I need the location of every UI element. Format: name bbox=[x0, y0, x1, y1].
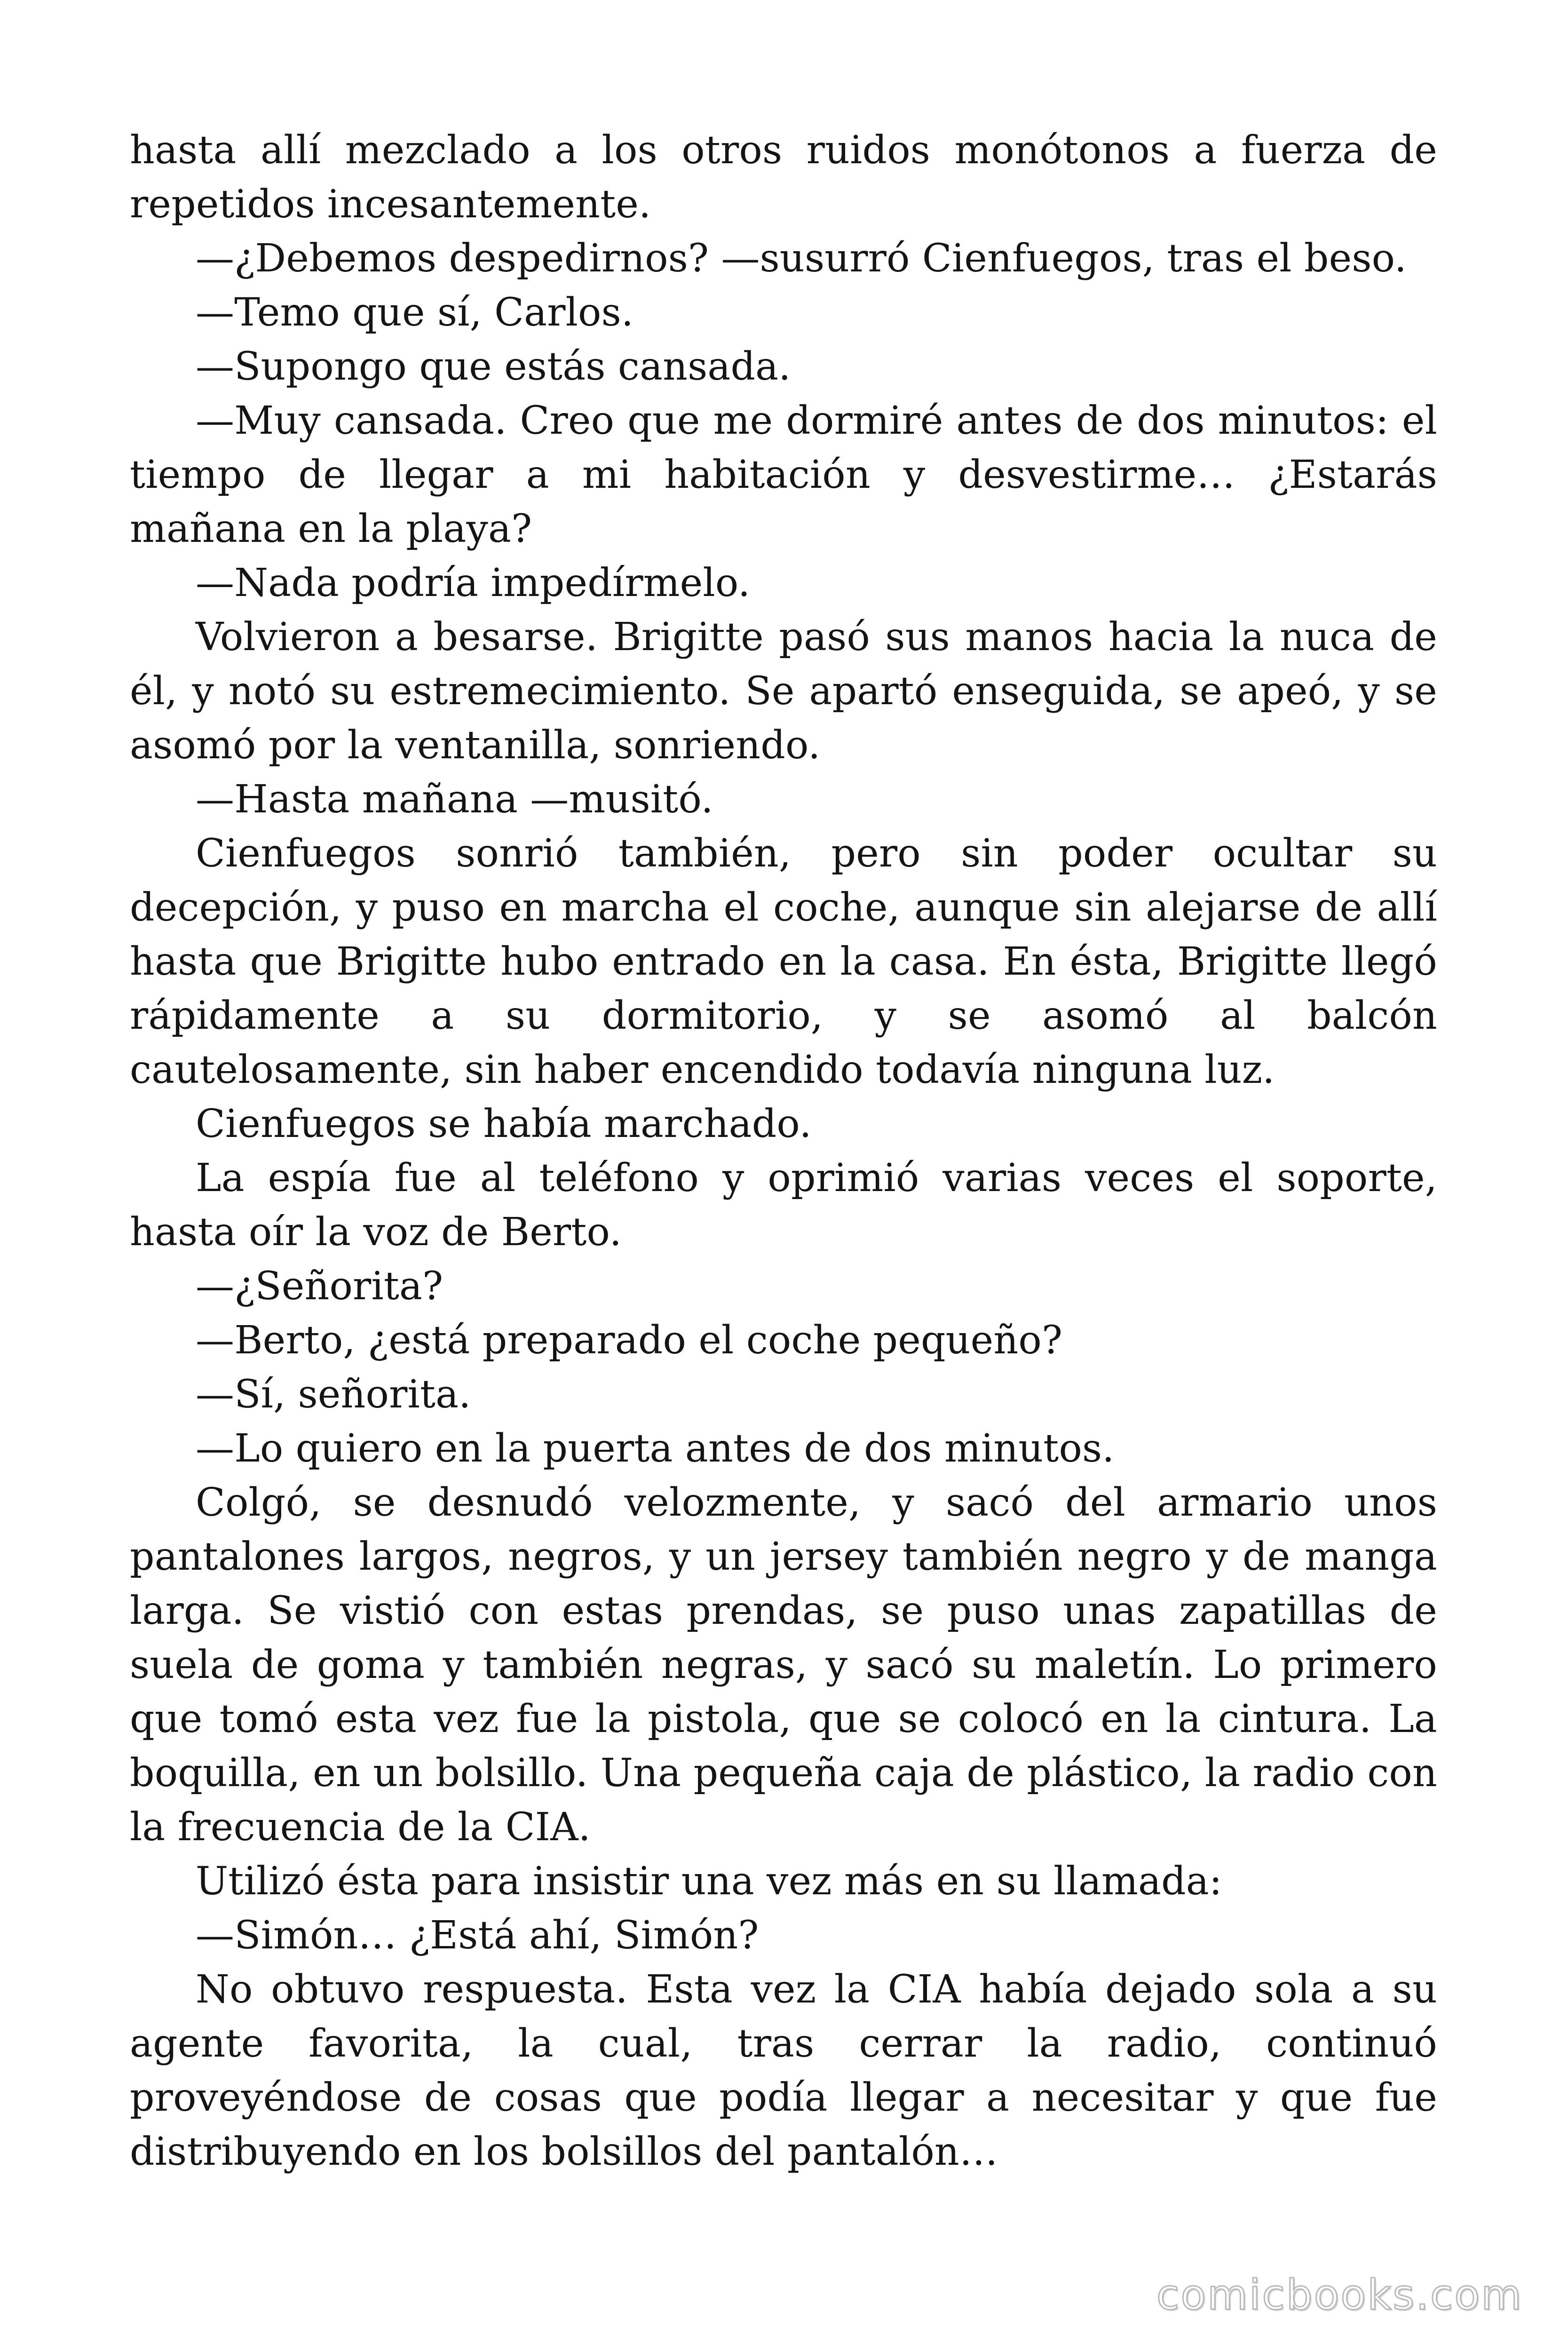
paragraph: Utilizó ésta para insistir una vez más en su llamada: bbox=[196, 1859, 1222, 1904]
paragraph: —Supongo que estás cansada. bbox=[196, 344, 791, 389]
paragraph: Cienfuegos sonrió también, pero sin poder ocultar su decepción, y puso en marcha el coche, aunque sin alejarse de allí hasta que Brigitte hubo entrado en la casa. En ésta, Brigitte llegó rápidamente a su dormitorio, y se asomó al balcón cautelosamente, sin haber encendido todavía ninguna luz. bbox=[130, 831, 1437, 1092]
paragraph: La espía fue al teléfono y oprimió varias veces el soporte, hasta oír la voz de Berto. bbox=[130, 1156, 1437, 1255]
paragraph: —¿Señorita? bbox=[196, 1264, 443, 1309]
paragraph: —Hasta mañana —musitó. bbox=[196, 777, 713, 822]
book-page-body bbox=[130, 123, 1437, 2179]
paragraph: —Nada podría impedírmelo. bbox=[196, 561, 751, 605]
paragraph: —Temo que sí, Carlos. bbox=[196, 290, 634, 335]
paragraph: —Simón… ¿Está ahí, Simón? bbox=[196, 1913, 759, 1958]
watermark-text: comicbooks.com bbox=[1156, 2271, 1523, 2319]
paragraph: No obtuvo respuesta. Esta vez la CIA había dejado sola a su agente favorita, la cual, tras cerrar la radio, continuó proveyéndose de cosas que podía llegar a necesitar y que fue distribuyendo en los bolsillos del pantalón… bbox=[130, 1967, 1437, 2174]
paragraph: —Lo quiero en la puerta antes de dos minutos. bbox=[196, 1426, 1115, 1471]
paragraph: hasta allí mezclado a los otros ruidos monótonos a fuerza de repetidos incesantemente. bbox=[130, 128, 1437, 227]
paragraph: Volvieron a besarse. Brigitte pasó sus manos hacia la nuca de él, y notó su estremecimiento. Se apartó enseguida, se apeó, y se asomó por la ventanilla, sonriendo. bbox=[130, 615, 1437, 768]
paragraph: —Sí, señorita. bbox=[196, 1372, 471, 1417]
paragraph: —¿Debemos despedirnos? —susurró Cienfuegos, tras el beso. bbox=[196, 236, 1407, 281]
paragraph: —Muy cansada. Creo que me dormiré antes de dos minutos: el tiempo de llegar a mi habitación y desvestirme… ¿Estarás mañana en la playa? bbox=[130, 398, 1437, 551]
paragraph: —Berto, ¿está preparado el coche pequeño? bbox=[196, 1318, 1063, 1363]
paragraph: Cienfuegos se había marchado. bbox=[196, 1102, 812, 1146]
paragraph: Colgó, se desnudó velozmente, y sacó del armario unos pantalones largos, negros, y un jersey también negro y de manga larga. Se vistió con estas prendas, se puso unas zapatillas de suela de goma y también negras, y sacó su maletín. Lo primero que tomó esta vez fue la pistola, que se colocó en la cintura. La boquilla, en un bolsillo. Una pequeña caja de plástico, la radio con la frecuencia de la CIA. bbox=[130, 1480, 1437, 1850]
